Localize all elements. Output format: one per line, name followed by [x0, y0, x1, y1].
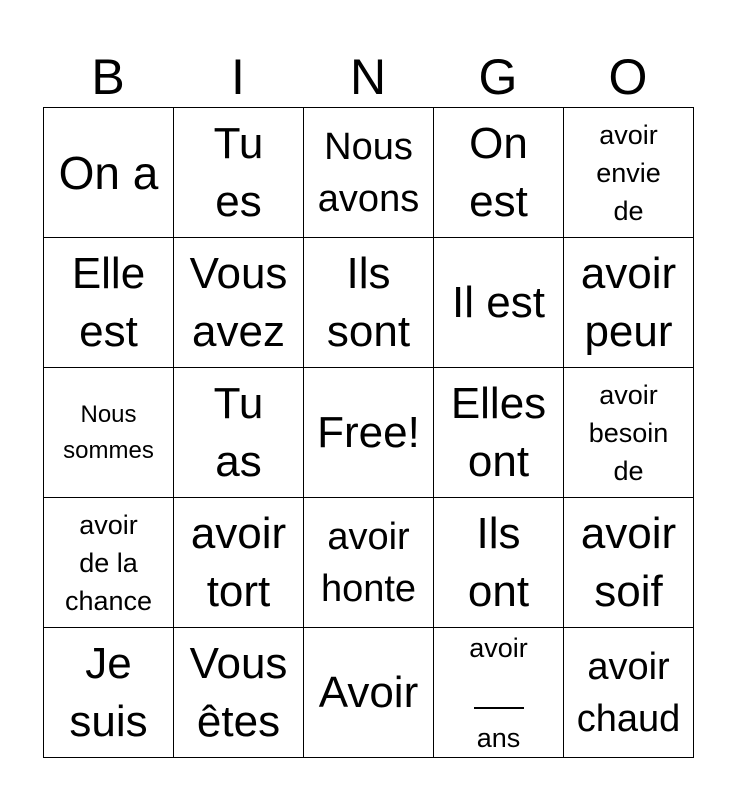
cell-text: Nous sommes [63, 400, 154, 464]
bingo-cell[interactable] [44, 498, 174, 628]
bingo-cell[interactable] [564, 498, 694, 628]
cell-text: Je suis [69, 638, 148, 746]
bingo-cell[interactable] [44, 628, 174, 758]
bingo-cell[interactable] [304, 238, 434, 368]
bingo-cell[interactable] [564, 238, 694, 368]
card-row [44, 628, 694, 758]
cell-text: Vous êtes [189, 638, 288, 746]
bingo-cell[interactable] [304, 498, 434, 628]
cell-text: Nous avons [317, 125, 420, 220]
bingo-cell[interactable] [434, 498, 564, 628]
header-letter-g: G [478, 49, 518, 105]
cell-text: avoir soif [580, 508, 677, 616]
bingo-cell[interactable] [174, 108, 304, 238]
bingo-cell-free[interactable] [304, 368, 434, 498]
cell-text: avoir tort [190, 508, 287, 616]
cell-text: Avoir [318, 667, 419, 717]
card-row [44, 368, 694, 498]
cell-text: Vous avez [189, 248, 288, 356]
bingo-cell[interactable] [44, 108, 174, 238]
bingo-cell[interactable] [44, 238, 174, 368]
cell-text: Elles ont [450, 378, 547, 486]
age-cell-content [438, 629, 559, 757]
age-cell-bottom: ans [476, 722, 521, 753]
bingo-cell[interactable] [434, 368, 564, 498]
header-letter-b: B [91, 49, 125, 105]
bingo-cell[interactable] [564, 628, 694, 758]
cell-text: avoir envie de [596, 119, 661, 226]
card-row [44, 238, 694, 368]
bingo-cell[interactable] [434, 108, 564, 238]
cell-text: Tu es [213, 118, 264, 226]
cell-text: avoir honte [320, 515, 417, 610]
bingo-cell[interactable] [174, 628, 304, 758]
bingo-cell[interactable] [304, 108, 434, 238]
bingo-cell[interactable] [564, 368, 694, 498]
cell-text: Ils sont [326, 248, 411, 356]
bingo-cell[interactable] [174, 238, 304, 368]
cell-text: avoir peur [580, 248, 677, 356]
cell-text: avoir besoin de [588, 379, 669, 486]
header-letter-o: O [608, 49, 648, 105]
cell-text: avoir de la chance [64, 509, 153, 616]
blank-line [474, 685, 524, 709]
bingo-cell[interactable] [304, 628, 434, 758]
card-row [44, 498, 694, 628]
bingo-cell[interactable] [434, 238, 564, 368]
cell-text: Ils ont [467, 508, 530, 616]
bingo-cell[interactable] [174, 498, 304, 628]
bingo-cell[interactable] [174, 368, 304, 498]
bingo-card [43, 107, 694, 758]
cell-text: Elle est [71, 248, 146, 356]
age-cell-top: avoir [469, 632, 528, 663]
card-row [44, 108, 694, 238]
cell-text: avoir chaud [576, 645, 681, 740]
cell-text: Il est [452, 277, 545, 327]
bingo-header [43, 48, 693, 106]
bingo-cell-age[interactable] [434, 628, 564, 758]
header-letter-n: N [349, 49, 387, 105]
bingo-cell[interactable] [564, 108, 694, 238]
cell-text: On est [469, 118, 528, 226]
free-space-label: Free! [317, 407, 420, 457]
header-letter-i: I [231, 49, 245, 105]
cell-text: On a [58, 146, 159, 199]
bingo-cell[interactable] [44, 368, 174, 498]
cell-text: Tu as [213, 378, 264, 486]
